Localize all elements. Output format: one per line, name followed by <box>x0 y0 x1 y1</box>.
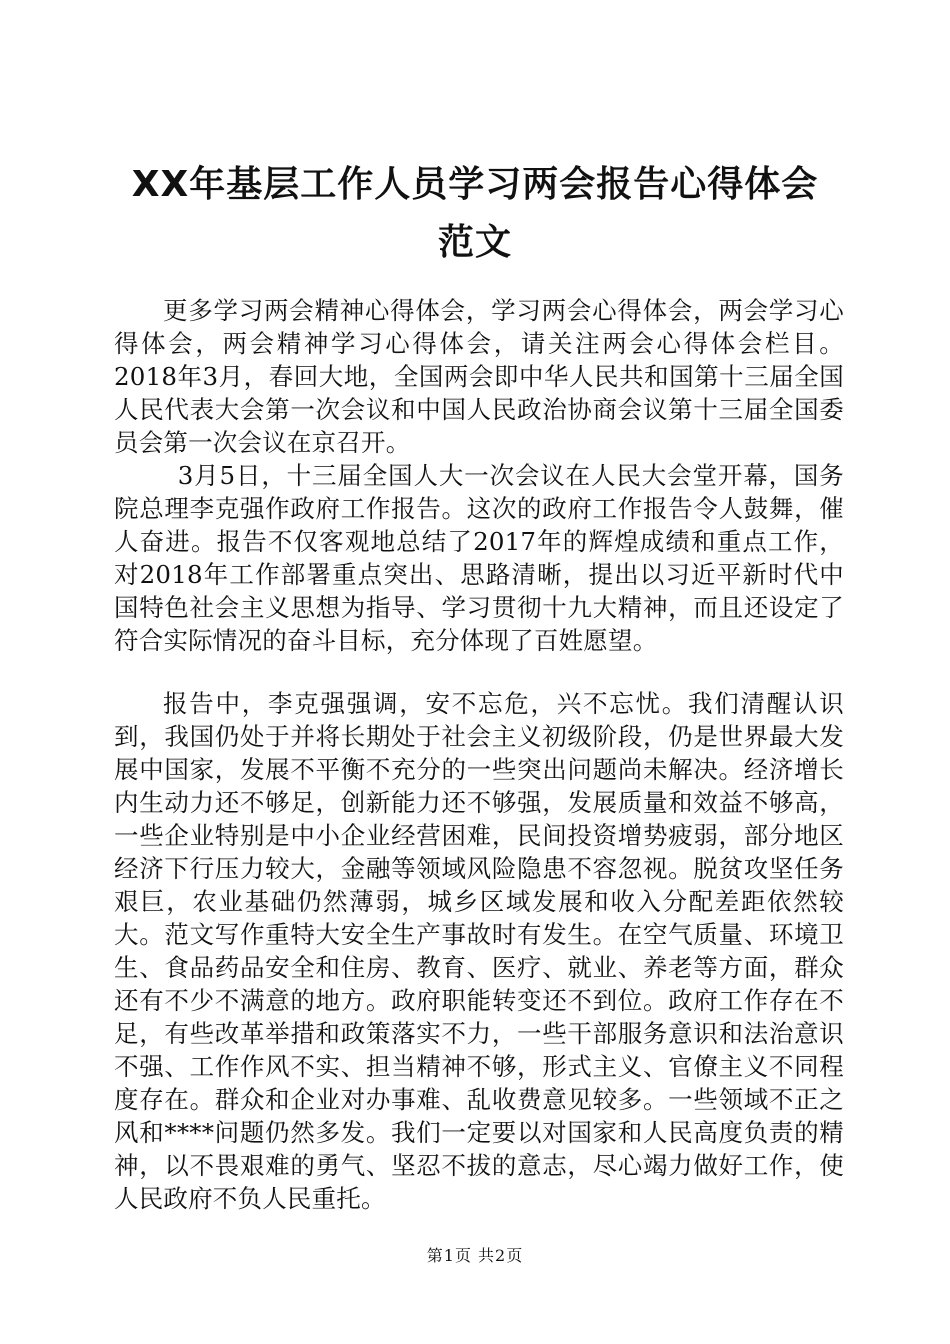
document-body <box>114 294 844 1215</box>
document-title: XX年基层工作人员学习两会报告心得体会范文 <box>131 164 819 263</box>
paragraph-report-issues: 报告中，李克强强调，安不忘危，兴不忘忧。我们清醒认识到，我国仍处于并将长期处于社会主义初级阶段，仍是世界最大发展中国家，发展不平衡不充分的一些突出问题尚未解决。经济增长内生动力还不够足，创新能力还不够强，发展质量和效益不够高，一些企业特别是中小企业经营困难，民间投资增势疲弱，部分地区经济下行压力较大，金融等领域风险隐患不容忽视。脱贫攻坚任务艰巨，农业基础仍然薄弱，城乡区域发展和收入分配差距依然较大。范文写作重特大安全生产事故时有发生。在空气质量、环境卫生、食品药品安全和住房、教育、医疗、就业、养老等方面，群众还有不少不满意的地方。政府职能转变还不到位。政府工作存在不足，有些改革举措和政策落实不力，一些干部服务意识和法治意识不强、工作作风不实、担当精神不够，形式主义、官僚主义不同程度存在。群众和企业对办事难、乱收费意见较多。一些领域不正之风和****问题仍然多发。我们一定要以对国家和人民高度负责的精神，以不畏艰难的勇气、坚忍不拔的意志，尽心竭力做好工作，使人民政府不负人民重托。 <box>114 689 844 1213</box>
paragraph-opening-session: 3月5日，十三届全国人大一次会议在人民大会堂开幕，国务院总理李克强作政府工作报告。这次的政府工作报告令人鼓舞，催人奋进。报告不仅客观地总结了2017年的辉煌成绩和重点工作，对2018年工作部署重点突出、思路清晰，提出以习近平新时代中国特色社会主义思想为指导、学习贯彻十九大精神，而且还设定了符合实际情况的奋斗目标，充分体现了百姓愿望。 <box>114 461 844 655</box>
page-number-footer: 第1页 共2页 <box>426 1246 524 1265</box>
paragraph-intro: 更多学习两会精神心得体会，学习两会心得体会，两会学习心得体会，两会精神学习心得体会，请关注两会心得体会栏目。2018年3月，春回大地，全国两会即中华人民共和国第十三届全国人民代表大会第一次会议和中国人民政治协商会议第十三届全国委员会第一次会议在京召开。 <box>114 296 844 457</box>
paragraph-gap <box>114 657 844 687</box>
